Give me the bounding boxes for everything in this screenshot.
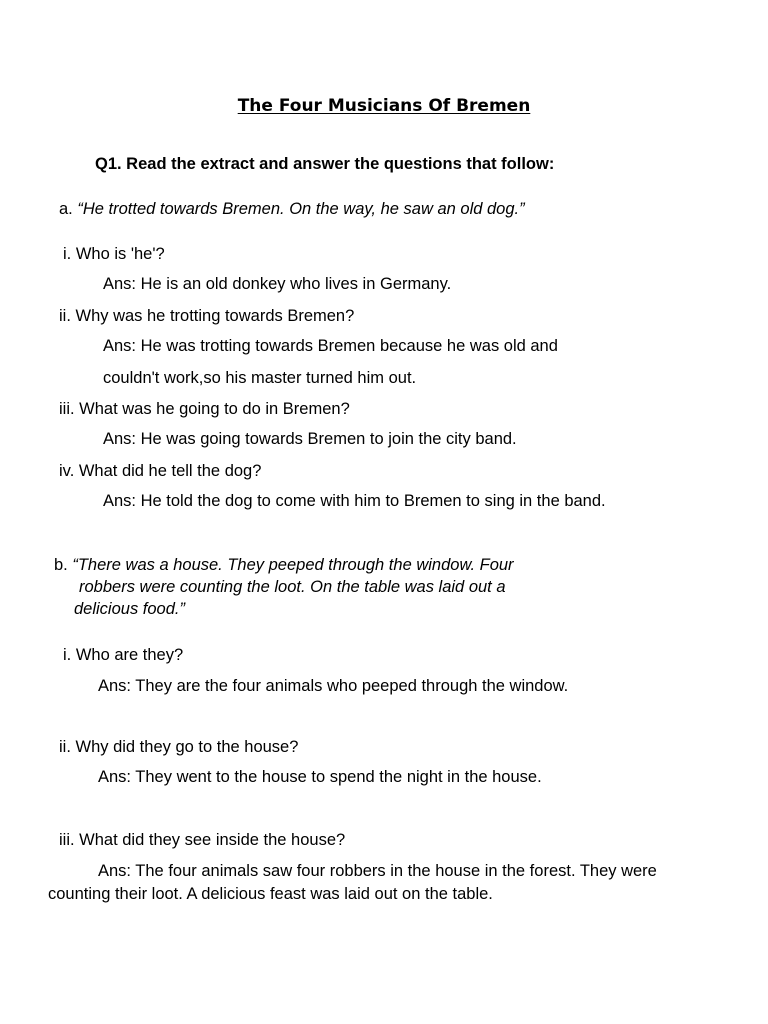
question-a-ii: ii. Why was he trotting towards Bremen? [59, 307, 355, 325]
section-b-quote-line3: delicious food.” [74, 600, 185, 618]
section-a-quote: “He trotted towards Bremen. On the way, he saw an old dog.” [77, 200, 525, 218]
question-instruction: Q1. Read the extract and answer the questions that follow: [95, 155, 555, 173]
answer-a-ii-line1: Ans: He was trotting towards Bremen because he was old and [103, 337, 558, 355]
question-a-i: i. Who is 'he'? [63, 245, 165, 263]
answer-a-ii-line2: couldn't work,so his master turned him out. [103, 369, 417, 387]
section-b-quote-line1: “There was a house. They peeped through the window. Four [72, 556, 514, 574]
section-b-extract-line1 [54, 555, 514, 575]
answer-b-iii-line2: counting their loot. A delicious feast was laid out on the table. [48, 885, 493, 903]
section-a-extract [59, 199, 525, 219]
question-a-iv: iv. What did he tell the dog? [59, 462, 262, 480]
section-b-quote-line2: robbers were counting the loot. On the table was laid out a [79, 578, 506, 596]
page-title: The Four Musicians Of Bremen [237, 96, 531, 116]
section-a-marker: a. [59, 200, 73, 218]
answer-a-iv: Ans: He told the dog to come with him to Bremen to sing in the band. [103, 492, 606, 510]
answer-a-i: Ans: He is an old donkey who lives in Germany. [103, 275, 452, 293]
question-b-ii: ii. Why did they go to the house? [59, 738, 299, 756]
question-b-iii: iii. What did they see inside the house? [59, 831, 346, 849]
answer-b-ii: Ans: They went to the house to spend the night in the house. [98, 768, 542, 786]
question-a-iii: iii. What was he going to do in Bremen? [59, 400, 350, 418]
section-b-marker: b. [54, 556, 68, 574]
question-b-i: i. Who are they? [63, 646, 184, 664]
answer-b-i: Ans: They are the four animals who peeped through the window. [98, 677, 569, 695]
answer-b-iii-line1: Ans: The four animals saw four robbers in the house in the forest. They were [98, 862, 657, 880]
answer-a-iii: Ans: He was going towards Bremen to join the city band. [103, 430, 517, 448]
